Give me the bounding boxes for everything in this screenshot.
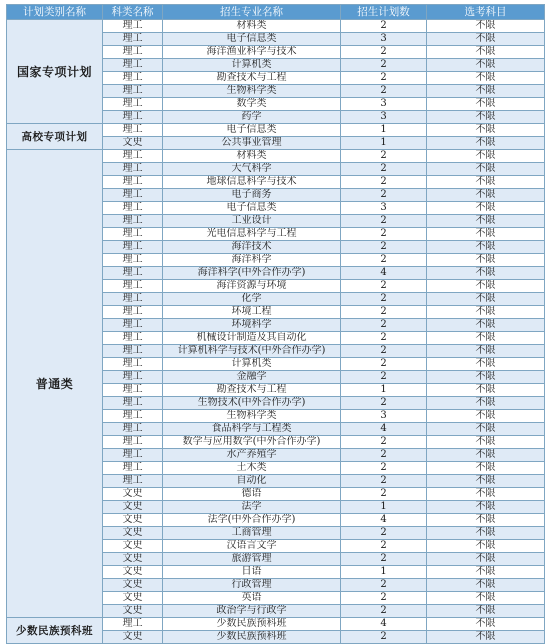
- subject-type-cell: 文史: [103, 631, 163, 644]
- elective-subjects-cell: 不限: [427, 111, 545, 124]
- plan-count-cell: 2: [341, 85, 427, 98]
- subject-type-cell: 文史: [103, 514, 163, 527]
- plan-count-cell: 2: [341, 72, 427, 85]
- elective-subjects-cell: 不限: [427, 150, 545, 163]
- plan-count-cell: 2: [341, 280, 427, 293]
- subject-type-cell: 理工: [103, 254, 163, 267]
- plan-count-cell: 1: [341, 124, 427, 137]
- subject-type-cell: 理工: [103, 46, 163, 59]
- elective-subjects-cell: 不限: [427, 566, 545, 579]
- major-name-cell: 材料类: [163, 20, 341, 33]
- elective-subjects-cell: 不限: [427, 228, 545, 241]
- plan-count-cell: 2: [341, 475, 427, 488]
- major-name-cell: 数学与应用数学(中外合作办学): [163, 436, 341, 449]
- plan-category-cell: 高校专项计划: [7, 124, 103, 150]
- major-name-cell: 海洋技术: [163, 241, 341, 254]
- plan-count-cell: 2: [341, 553, 427, 566]
- elective-subjects-cell: 不限: [427, 124, 545, 137]
- major-name-cell: 法学: [163, 501, 341, 514]
- subject-type-cell: 理工: [103, 163, 163, 176]
- elective-subjects-cell: 不限: [427, 501, 545, 514]
- major-name-cell: 电子信息类: [163, 124, 341, 137]
- major-name-cell: 计算机类: [163, 358, 341, 371]
- subject-type-cell: 理工: [103, 111, 163, 124]
- subject-type-cell: 文史: [103, 540, 163, 553]
- plan-count-cell: 2: [341, 293, 427, 306]
- major-name-cell: 材料类: [163, 150, 341, 163]
- major-name-cell: 环境科学: [163, 319, 341, 332]
- elective-subjects-cell: 不限: [427, 189, 545, 202]
- plan-category-cell: 国家专项计划: [7, 20, 103, 124]
- major-name-cell: 地球信息科学与技术: [163, 176, 341, 189]
- major-name-cell: 勘查技术与工程: [163, 72, 341, 85]
- major-name-cell: 工商管理: [163, 527, 341, 540]
- major-name-cell: 海洋渔业科学与技术: [163, 46, 341, 59]
- plan-count-cell: 2: [341, 189, 427, 202]
- plan-count-cell: 3: [341, 111, 427, 124]
- table-row: [7, 150, 545, 163]
- elective-subjects-cell: 不限: [427, 527, 545, 540]
- plan-count-cell: 2: [341, 332, 427, 345]
- plan-count-cell: 1: [341, 501, 427, 514]
- plan-count-cell: 1: [341, 566, 427, 579]
- major-name-cell: 公共事业管理: [163, 137, 341, 150]
- major-name-cell: 电子信息类: [163, 202, 341, 215]
- table-row: [7, 20, 545, 33]
- subject-type-cell: 理工: [103, 462, 163, 475]
- plan-count-cell: 2: [341, 254, 427, 267]
- major-name-cell: 日语: [163, 566, 341, 579]
- elective-subjects-cell: 不限: [427, 46, 545, 59]
- table-row: [7, 124, 545, 137]
- elective-subjects-cell: 不限: [427, 215, 545, 228]
- major-name-cell: 计算机科学与技术(中外合作办学): [163, 345, 341, 358]
- major-name-cell: 药学: [163, 111, 341, 124]
- subject-type-cell: 理工: [103, 475, 163, 488]
- major-name-cell: 法学(中外合作办学): [163, 514, 341, 527]
- elective-subjects-cell: 不限: [427, 293, 545, 306]
- elective-subjects-cell: 不限: [427, 488, 545, 501]
- subject-type-cell: 理工: [103, 189, 163, 202]
- elective-subjects-cell: 不限: [427, 631, 545, 644]
- elective-subjects-cell: 不限: [427, 514, 545, 527]
- elective-subjects-cell: 不限: [427, 267, 545, 280]
- elective-subjects-cell: 不限: [427, 20, 545, 33]
- subject-type-cell: 理工: [103, 228, 163, 241]
- header-plan-category: 计划类别名称: [7, 5, 103, 20]
- subject-type-cell: 理工: [103, 241, 163, 254]
- major-name-cell: 土木类: [163, 462, 341, 475]
- major-name-cell: 政治学与行政学: [163, 605, 341, 618]
- subject-type-cell: 理工: [103, 215, 163, 228]
- subject-type-cell: 文史: [103, 527, 163, 540]
- elective-subjects-cell: 不限: [427, 384, 545, 397]
- elective-subjects-cell: 不限: [427, 137, 545, 150]
- subject-type-cell: 理工: [103, 618, 163, 631]
- major-name-cell: 电子商务: [163, 189, 341, 202]
- subject-type-cell: 理工: [103, 345, 163, 358]
- subject-type-cell: 理工: [103, 436, 163, 449]
- major-name-cell: 生物科学类: [163, 410, 341, 423]
- subject-type-cell: 文史: [103, 566, 163, 579]
- plan-count-cell: 2: [341, 527, 427, 540]
- subject-type-cell: 理工: [103, 319, 163, 332]
- elective-subjects-cell: 不限: [427, 280, 545, 293]
- major-name-cell: 食品科学与工程类: [163, 423, 341, 436]
- elective-subjects-cell: 不限: [427, 579, 545, 592]
- subject-type-cell: 文史: [103, 488, 163, 501]
- subject-type-cell: 理工: [103, 332, 163, 345]
- major-name-cell: 金融学: [163, 371, 341, 384]
- subject-type-cell: 理工: [103, 280, 163, 293]
- elective-subjects-cell: 不限: [427, 332, 545, 345]
- elective-subjects-cell: 不限: [427, 605, 545, 618]
- major-name-cell: 电子信息类: [163, 33, 341, 46]
- plan-count-cell: 2: [341, 163, 427, 176]
- elective-subjects-cell: 不限: [427, 397, 545, 410]
- elective-subjects-cell: 不限: [427, 254, 545, 267]
- plan-count-cell: 3: [341, 410, 427, 423]
- plan-count-cell: 2: [341, 228, 427, 241]
- elective-subjects-cell: 不限: [427, 306, 545, 319]
- plan-count-cell: 2: [341, 306, 427, 319]
- plan-count-cell: 1: [341, 137, 427, 150]
- subject-type-cell: 理工: [103, 33, 163, 46]
- elective-subjects-cell: 不限: [427, 163, 545, 176]
- plan-count-cell: 2: [341, 488, 427, 501]
- plan-count-cell: 2: [341, 319, 427, 332]
- subject-type-cell: 理工: [103, 397, 163, 410]
- major-name-cell: 少数民族预科班: [163, 618, 341, 631]
- subject-type-cell: 理工: [103, 72, 163, 85]
- subject-type-cell: 理工: [103, 20, 163, 33]
- plan-count-cell: 2: [341, 631, 427, 644]
- elective-subjects-cell: 不限: [427, 449, 545, 462]
- plan-count-cell: 2: [341, 540, 427, 553]
- subject-type-cell: 理工: [103, 267, 163, 280]
- major-name-cell: 工业设计: [163, 215, 341, 228]
- major-name-cell: 环境工程: [163, 306, 341, 319]
- admission-plan-table: [6, 4, 545, 644]
- elective-subjects-cell: 不限: [427, 98, 545, 111]
- subject-type-cell: 文史: [103, 592, 163, 605]
- subject-type-cell: 文史: [103, 553, 163, 566]
- plan-count-cell: 2: [341, 46, 427, 59]
- header-major-name: 招生专业名称: [163, 5, 341, 20]
- plan-count-cell: 2: [341, 215, 427, 228]
- major-name-cell: 海洋科学(中外合作办学): [163, 267, 341, 280]
- elective-subjects-cell: 不限: [427, 72, 545, 85]
- admission-plan-table-container: [6, 4, 544, 644]
- plan-count-cell: 2: [341, 59, 427, 72]
- elective-subjects-cell: 不限: [427, 553, 545, 566]
- elective-subjects-cell: 不限: [427, 358, 545, 371]
- plan-count-cell: 4: [341, 514, 427, 527]
- plan-count-cell: 2: [341, 150, 427, 163]
- plan-count-cell: 4: [341, 618, 427, 631]
- plan-count-cell: 2: [341, 397, 427, 410]
- major-name-cell: 计算机类: [163, 59, 341, 72]
- plan-count-cell: 2: [341, 345, 427, 358]
- plan-category-cell: 少数民族预科班: [7, 618, 103, 644]
- elective-subjects-cell: 不限: [427, 592, 545, 605]
- plan-count-cell: 2: [341, 358, 427, 371]
- subject-type-cell: 理工: [103, 202, 163, 215]
- major-name-cell: 数学类: [163, 98, 341, 111]
- elective-subjects-cell: 不限: [427, 462, 545, 475]
- header-plan-count: 招生计划数: [341, 5, 427, 20]
- major-name-cell: 行政管理: [163, 579, 341, 592]
- subject-type-cell: 理工: [103, 293, 163, 306]
- plan-category-cell: 普通类: [7, 150, 103, 618]
- subject-type-cell: 理工: [103, 384, 163, 397]
- major-name-cell: 少数民族预科班: [163, 631, 341, 644]
- subject-type-cell: 文史: [103, 579, 163, 592]
- plan-count-cell: 2: [341, 462, 427, 475]
- major-name-cell: 大气科学: [163, 163, 341, 176]
- major-name-cell: 机械设计制造及其自动化: [163, 332, 341, 345]
- major-name-cell: 光电信息科学与工程: [163, 228, 341, 241]
- plan-count-cell: 2: [341, 579, 427, 592]
- elective-subjects-cell: 不限: [427, 423, 545, 436]
- major-name-cell: 海洋资源与环境: [163, 280, 341, 293]
- plan-count-cell: 4: [341, 423, 427, 436]
- elective-subjects-cell: 不限: [427, 475, 545, 488]
- elective-subjects-cell: 不限: [427, 176, 545, 189]
- elective-subjects-cell: 不限: [427, 241, 545, 254]
- plan-count-cell: 3: [341, 33, 427, 46]
- subject-type-cell: 理工: [103, 150, 163, 163]
- elective-subjects-cell: 不限: [427, 618, 545, 631]
- table-row: [7, 618, 545, 631]
- header-subject-type: 科类名称: [103, 5, 163, 20]
- subject-type-cell: 文史: [103, 501, 163, 514]
- subject-type-cell: 文史: [103, 137, 163, 150]
- subject-type-cell: 理工: [103, 85, 163, 98]
- plan-count-cell: 2: [341, 605, 427, 618]
- plan-count-cell: 2: [341, 371, 427, 384]
- elective-subjects-cell: 不限: [427, 202, 545, 215]
- major-name-cell: 水产养殖学: [163, 449, 341, 462]
- subject-type-cell: 理工: [103, 306, 163, 319]
- table-header-row: [7, 5, 545, 20]
- plan-count-cell: 2: [341, 436, 427, 449]
- major-name-cell: 海洋科学: [163, 254, 341, 267]
- elective-subjects-cell: 不限: [427, 436, 545, 449]
- plan-count-cell: 2: [341, 449, 427, 462]
- elective-subjects-cell: 不限: [427, 33, 545, 46]
- subject-type-cell: 理工: [103, 449, 163, 462]
- header-elective-subjects: 选考科目: [427, 5, 545, 20]
- major-name-cell: 勘查技术与工程: [163, 384, 341, 397]
- major-name-cell: 生物科学类: [163, 85, 341, 98]
- subject-type-cell: 理工: [103, 98, 163, 111]
- major-name-cell: 德语: [163, 488, 341, 501]
- subject-type-cell: 理工: [103, 358, 163, 371]
- plan-count-cell: 2: [341, 592, 427, 605]
- major-name-cell: 化学: [163, 293, 341, 306]
- major-name-cell: 旅游管理: [163, 553, 341, 566]
- major-name-cell: 自动化: [163, 475, 341, 488]
- elective-subjects-cell: 不限: [427, 345, 545, 358]
- plan-count-cell: 2: [341, 20, 427, 33]
- elective-subjects-cell: 不限: [427, 540, 545, 553]
- plan-count-cell: 2: [341, 241, 427, 254]
- subject-type-cell: 理工: [103, 59, 163, 72]
- major-name-cell: 英语: [163, 592, 341, 605]
- major-name-cell: 汉语言文学: [163, 540, 341, 553]
- table-body: [7, 20, 545, 644]
- plan-count-cell: 3: [341, 98, 427, 111]
- subject-type-cell: 理工: [103, 176, 163, 189]
- subject-type-cell: 理工: [103, 124, 163, 137]
- elective-subjects-cell: 不限: [427, 410, 545, 423]
- subject-type-cell: 理工: [103, 371, 163, 384]
- plan-count-cell: 4: [341, 267, 427, 280]
- elective-subjects-cell: 不限: [427, 319, 545, 332]
- subject-type-cell: 文史: [103, 605, 163, 618]
- elective-subjects-cell: 不限: [427, 59, 545, 72]
- plan-count-cell: 3: [341, 202, 427, 215]
- elective-subjects-cell: 不限: [427, 85, 545, 98]
- subject-type-cell: 理工: [103, 423, 163, 436]
- subject-type-cell: 理工: [103, 410, 163, 423]
- elective-subjects-cell: 不限: [427, 371, 545, 384]
- major-name-cell: 生物技术(中外合作办学): [163, 397, 341, 410]
- plan-count-cell: 1: [341, 384, 427, 397]
- plan-count-cell: 2: [341, 176, 427, 189]
